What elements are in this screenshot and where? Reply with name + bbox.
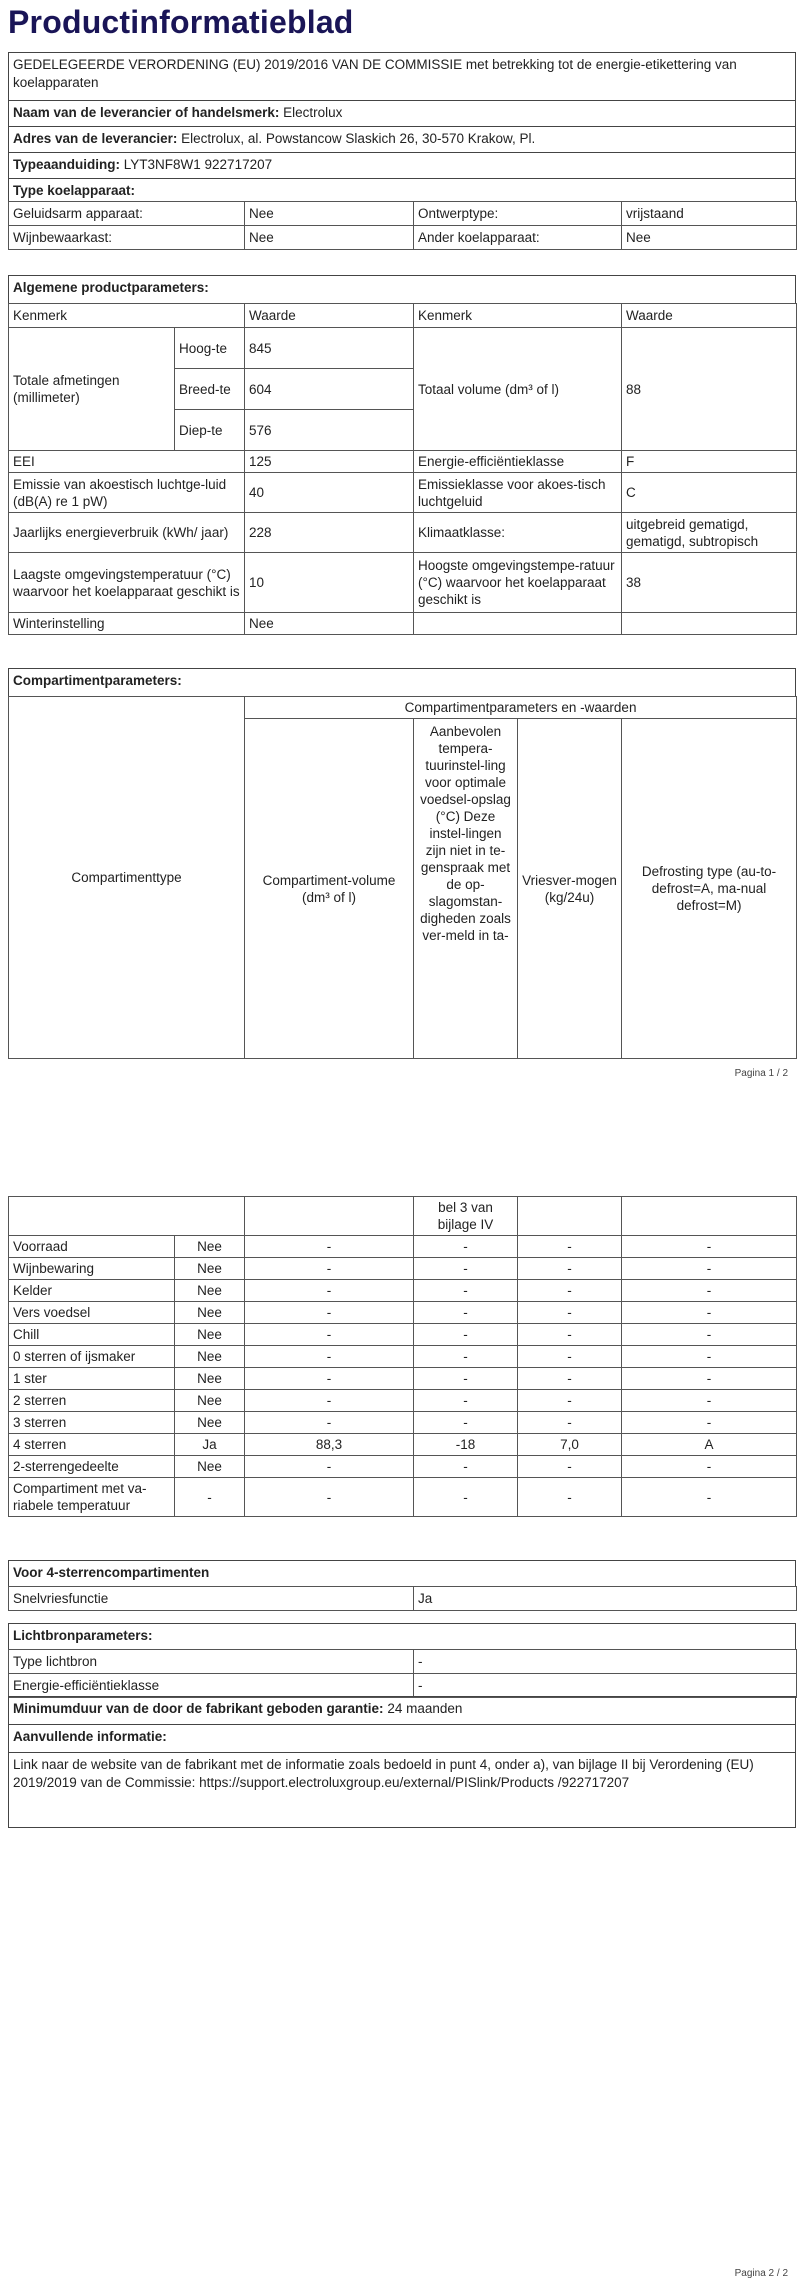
compartment-name: Chill: [9, 1324, 175, 1346]
compartment-name: Wijnbewaring: [9, 1258, 175, 1280]
col-compartment-type: Compartimenttype: [9, 697, 245, 1059]
compartments-table: [8, 1196, 797, 1517]
compartment-freeze: -: [518, 1236, 622, 1258]
param-key: Emissieklasse voor akoes-tisch luchtgeluid: [414, 473, 622, 513]
compartment-present: Nee: [175, 1346, 245, 1368]
compartment-temp: -: [414, 1302, 518, 1324]
compartment-freeze: -: [518, 1412, 622, 1434]
param-value: Nee: [245, 613, 414, 635]
param-key: Klimaatklasse:: [414, 513, 622, 553]
compartment-volume: -: [245, 1280, 414, 1302]
type-value: Nee: [622, 226, 797, 250]
compartment-present: Nee: [175, 1324, 245, 1346]
compartment-defrost: -: [622, 1478, 797, 1517]
general-row: [9, 473, 797, 513]
col-recommended-temp: Aanbevolen tempera-tuurinstel-ling voor optimale voedsel-opslag (°C) Deze instel-lingen zijn niet in te-genspraak met de op-slagomstan-digheden zoals ver-meld in ta-: [414, 719, 518, 1059]
width-label: Breed-te: [175, 369, 245, 410]
compartment-freeze: -: [518, 1478, 622, 1517]
supplier-address-value: Electrolux, al. Powstancow Slaskich 26, 30-570 Krakow, Pl.: [181, 131, 536, 146]
page-2: [0, 1180, 800, 2285]
compartment-defrost: -: [622, 1390, 797, 1412]
compartment-name: 2 sterren: [9, 1390, 175, 1412]
compartments-header-table: [8, 696, 797, 1059]
quick-freeze-label: Snelvriesfunctie: [9, 1587, 414, 1611]
param-value: C: [622, 473, 797, 513]
compartment-row: [9, 1412, 797, 1434]
dims-label: Totale afmetingen (millimeter): [9, 328, 175, 451]
guarantee-value: 24 maanden: [387, 1701, 463, 1716]
compartment-present: Nee: [175, 1456, 245, 1478]
compartment-temp: -: [414, 1346, 518, 1368]
col-recommended-temp-continued: bel 3 van bijlage IV: [414, 1197, 518, 1236]
compartment-present: -: [175, 1478, 245, 1517]
param-key: Laagste omgevingstemperatuur (°C) waarvoor het koelapparaat geschikt is: [9, 553, 245, 613]
compartment-volume: -: [245, 1302, 414, 1324]
general-row: [9, 451, 797, 473]
compartment-volume: -: [245, 1324, 414, 1346]
compartment-name: Voorraad: [9, 1236, 175, 1258]
compartment-temp: -: [414, 1368, 518, 1390]
compartment-volume: -: [245, 1456, 414, 1478]
compartment-volume: -: [245, 1346, 414, 1368]
model-value: LYT3NF8W1 922717207: [123, 157, 273, 172]
supplier-name-row: [8, 100, 796, 126]
compartment-defrost: -: [622, 1302, 797, 1324]
compartment-temp: -18: [414, 1434, 518, 1456]
four-star-table: [8, 1586, 797, 1611]
additional-text: Link naar de website van de fabrikant met de informatie zoals bedoeld in punt 4, onder a), van bijlage II bij Verordening (EU) 2019/2019 van de Commissie: https://support.electroluxgroup.eu/external/PISlink/Products /922717207: [8, 1752, 796, 1828]
general-table: [8, 303, 797, 635]
compartment-volume: -: [245, 1390, 414, 1412]
compartment-temp: -: [414, 1412, 518, 1434]
compartment-freeze: -: [518, 1302, 622, 1324]
compartment-temp: -: [414, 1258, 518, 1280]
depth-value: 576: [245, 410, 414, 451]
guarantee-label: Minimumduur van de door de fabrikant geboden garantie:: [13, 1701, 384, 1716]
model-row: [8, 152, 796, 178]
param-value: 125: [245, 451, 414, 473]
depth-label: Diep-te: [175, 410, 245, 451]
volume-value: 88: [622, 328, 797, 451]
type-key: Ontwerptype:: [414, 202, 622, 226]
type-row: [9, 202, 797, 226]
param-value: F: [622, 451, 797, 473]
height-label: Hoog-te: [175, 328, 245, 369]
compartment-row: [9, 1478, 797, 1517]
compartment-name: Compartiment met va-riabele temperatuur: [9, 1478, 175, 1517]
param-value: 10: [245, 553, 414, 613]
col-freezing-capacity: Vriesver-mogen (kg/24u): [518, 719, 622, 1059]
regulation-label: GEDELEGEERDE VERORDENING (EU) 2019/2016 VAN DE COMMISSIE met betrekking tot de energie-etikettering van koelapparaten: [13, 57, 737, 90]
compartment-volume: -: [245, 1478, 414, 1517]
compartment-row: [9, 1324, 797, 1346]
param-value: 38: [622, 553, 797, 613]
type-key: Wijnbewaarkast:: [9, 226, 245, 250]
param-key: Jaarlijks energieverbruik (kWh/ jaar): [9, 513, 245, 553]
page-1: [0, 0, 800, 1095]
type-key: Ander koelapparaat:: [414, 226, 622, 250]
compartment-present: Nee: [175, 1258, 245, 1280]
type-key: Geluidsarm apparaat:: [9, 202, 245, 226]
width-value: 604: [245, 369, 414, 410]
type-value: Nee: [245, 226, 414, 250]
general-header-row: [9, 304, 797, 328]
compartment-defrost: -: [622, 1456, 797, 1478]
light-class-label: Energie-efficiëntieklasse: [9, 1674, 414, 1698]
compartment-temp: -: [414, 1324, 518, 1346]
light-class-value: -: [414, 1674, 797, 1698]
col-waarde: Waarde: [622, 304, 797, 328]
compartment-name: 1 ster: [9, 1368, 175, 1390]
compartment-present: Nee: [175, 1236, 245, 1258]
param-key: Hoogste omgevingstempe-ratuur (°C) waarvoor het koelapparaat geschikt is: [414, 553, 622, 613]
compartment-volume: -: [245, 1412, 414, 1434]
compartment-present: Nee: [175, 1412, 245, 1434]
compartment-present: Ja: [175, 1434, 245, 1456]
type-heading: Type koelapparaat:: [8, 178, 796, 202]
param-key: EEI: [9, 451, 245, 473]
light-heading: Lichtbronparameters:: [8, 1623, 796, 1649]
page-number: Pagina 2 / 2: [734, 2268, 788, 2279]
type-table: [8, 201, 797, 250]
light-type-value: -: [414, 1650, 797, 1674]
compartment-freeze: -: [518, 1368, 622, 1390]
compartments-heading: Compartimentparameters:: [8, 668, 796, 696]
additional-heading: Aanvullende informatie:: [8, 1724, 796, 1752]
compartment-row: [9, 1434, 797, 1456]
compartment-volume: -: [245, 1236, 414, 1258]
general-heading: Algemene productparameters:: [8, 275, 796, 303]
compartment-row: [9, 1346, 797, 1368]
compartment-row: [9, 1456, 797, 1478]
quick-freeze-value: Ja: [414, 1587, 797, 1611]
param-key: Winterinstelling: [9, 613, 245, 635]
compartment-volume: -: [245, 1258, 414, 1280]
general-row: [9, 553, 797, 613]
light-table: [8, 1649, 797, 1698]
col-group-header: Compartimentparameters en -waarden: [245, 697, 797, 719]
supplier-name-value: Electrolux: [283, 105, 343, 120]
compartment-present: Nee: [175, 1368, 245, 1390]
light-type-label: Type lichtbron: [9, 1650, 414, 1674]
supplier-name-label: Naam van de leverancier of handelsmerk:: [13, 105, 280, 120]
param-value: 228: [245, 513, 414, 553]
general-row: [9, 613, 797, 635]
compartment-defrost: -: [622, 1280, 797, 1302]
compartment-name: Vers voedsel: [9, 1302, 175, 1324]
compartment-temp: -: [414, 1390, 518, 1412]
compartment-name: 3 sterren: [9, 1412, 175, 1434]
compartment-row: [9, 1302, 797, 1324]
compartment-volume: 88,3: [245, 1434, 414, 1456]
compartment-row: [9, 1390, 797, 1412]
compartment-temp: -: [414, 1280, 518, 1302]
compartment-present: Nee: [175, 1280, 245, 1302]
page-title: Productinformatieblad: [8, 4, 354, 40]
page-number: Pagina 1 / 2: [734, 1068, 788, 1079]
compartments-header-continued: [9, 1197, 797, 1236]
compartment-defrost: A: [622, 1434, 797, 1456]
volume-label: Totaal volume (dm³ of l): [414, 328, 622, 451]
col-compartment-volume: Compartiment-volume (dm³ of l): [245, 719, 414, 1059]
col-kenmerk: Kenmerk: [414, 304, 622, 328]
compartment-freeze: -: [518, 1390, 622, 1412]
compartment-freeze: -: [518, 1258, 622, 1280]
regulation-text: [8, 52, 796, 100]
compartment-volume: -: [245, 1368, 414, 1390]
col-kenmerk: Kenmerk: [9, 304, 245, 328]
param-key: [414, 613, 622, 635]
compartment-temp: -: [414, 1478, 518, 1517]
compartment-freeze: -: [518, 1280, 622, 1302]
model-label: Typeaanduiding:: [13, 157, 120, 172]
type-row: [9, 226, 797, 250]
param-value: [622, 613, 797, 635]
compartment-row: [9, 1368, 797, 1390]
type-value: vrijstaand: [622, 202, 797, 226]
param-key: Emissie van akoestisch luchtge-luid (dB(A) re 1 pW): [9, 473, 245, 513]
compartment-defrost: -: [622, 1258, 797, 1280]
compartment-name: Kelder: [9, 1280, 175, 1302]
compartment-defrost: -: [622, 1236, 797, 1258]
param-key: Energie-efficiëntieklasse: [414, 451, 622, 473]
compartment-defrost: -: [622, 1324, 797, 1346]
compartment-freeze: -: [518, 1324, 622, 1346]
four-star-heading: Voor 4-sterrencompartimenten: [8, 1560, 796, 1586]
guarantee-row: [8, 1696, 796, 1724]
dims-row: [9, 328, 797, 369]
compartment-freeze: -: [518, 1456, 622, 1478]
compartment-temp: -: [414, 1456, 518, 1478]
height-value: 845: [245, 328, 414, 369]
col-waarde: Waarde: [245, 304, 414, 328]
compartment-row: [9, 1236, 797, 1258]
type-value: Nee: [245, 202, 414, 226]
compartment-row: [9, 1280, 797, 1302]
compartment-freeze: -: [518, 1346, 622, 1368]
compartment-name: 4 sterren: [9, 1434, 175, 1456]
compartment-present: Nee: [175, 1390, 245, 1412]
general-row: [9, 513, 797, 553]
compartment-name: 2-sterrengedeelte: [9, 1456, 175, 1478]
compartment-defrost: -: [622, 1412, 797, 1434]
compartment-defrost: -: [622, 1346, 797, 1368]
col-defrost-type: Defrosting type (au-to-defrost=A, ma-nual defrost=M): [622, 719, 797, 1059]
compartment-freeze: 7,0: [518, 1434, 622, 1456]
param-value: 40: [245, 473, 414, 513]
compartment-defrost: -: [622, 1368, 797, 1390]
compartment-present: Nee: [175, 1302, 245, 1324]
compartment-temp: -: [414, 1236, 518, 1258]
param-value: uitgebreid gematigd, gematigd, subtropisch: [622, 513, 797, 553]
compartment-name: 0 sterren of ijsmaker: [9, 1346, 175, 1368]
supplier-address-label: Adres van de leverancier:: [13, 131, 178, 146]
supplier-address-row: [8, 126, 796, 152]
compartment-row: [9, 1258, 797, 1280]
